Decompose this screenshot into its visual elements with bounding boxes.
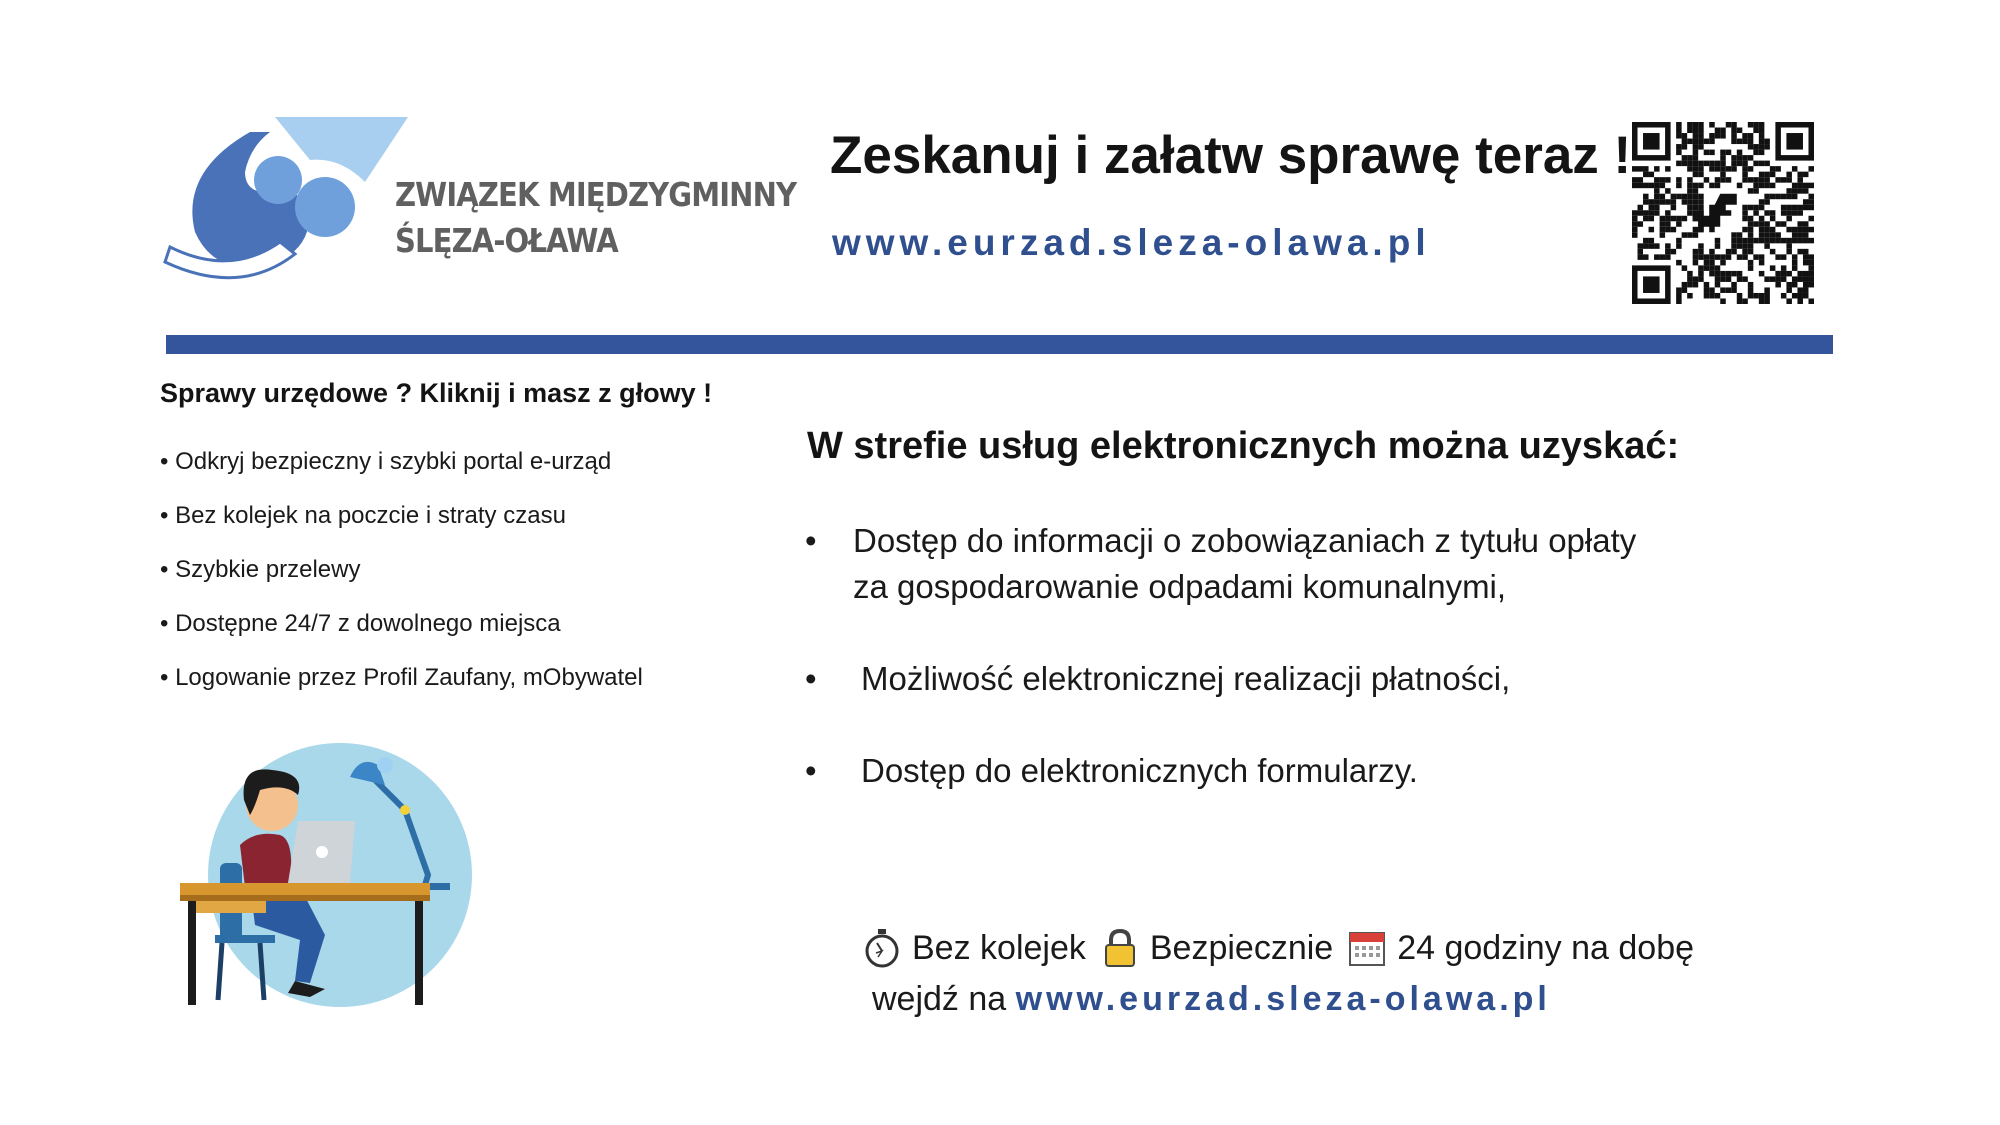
organization-name-line1: ZWIĄZEK MIĘDZYGMINNY: [395, 175, 797, 214]
feature-no-queues: Bez kolejek: [912, 929, 1086, 967]
benefit-text: Dostęp do elektronicznych formularzy.: [861, 752, 1418, 789]
feature-list: [160, 435, 643, 705]
qr-code[interactable]: [1632, 122, 1814, 304]
footer-cta: [872, 976, 1551, 1022]
organization-name-line2: ŚLĘZA-OŁAWA: [395, 221, 618, 260]
list-item: • Bez kolejek na poczcie i straty czasu: [160, 502, 566, 529]
lock-icon: [1100, 928, 1140, 968]
footer-cta-prefix: wejdź na: [872, 980, 1007, 1018]
logo-circle-1: [254, 156, 302, 204]
list-item: • Dostępne 24/7 z dowolnego miejsca: [160, 610, 561, 637]
header-url-link[interactable]: www.eurzad.sleza-olawa.pl: [832, 222, 1431, 263]
benefit-text: Możliwość elektronicznej realizacji płatności,: [861, 660, 1511, 697]
headline: Zeskanuj i załatw sprawę teraz !: [830, 126, 1632, 185]
bullet-icon: •: [805, 660, 817, 697]
feature-secure: Bezpiecznie: [1149, 929, 1334, 967]
main-heading: W strefie usług elektronicznych można uzyskać:: [807, 425, 1680, 467]
left-heading: Sprawy urzędowe ? Kliknij i masz z głowy !: [160, 378, 713, 408]
logo-dark-shape: [192, 132, 310, 267]
organization-name: [395, 172, 796, 264]
footer-features: [862, 925, 1708, 971]
list-item: • Odkryj bezpieczny i szybki portal e-urząd: [160, 448, 612, 475]
bullet-icon: •: [805, 752, 817, 789]
bullet-icon: •: [805, 522, 817, 559]
list-item: • Logowanie przez Profil Zaufany, mObywatel: [160, 664, 643, 691]
person-at-laptop-illustration: [160, 735, 490, 1010]
list-item: • Szybkie przelewy: [160, 556, 361, 583]
benefit-text-line: Dostęp do informacji o zobowiązaniach z tytułu opłaty: [853, 522, 1637, 559]
footer-url-link[interactable]: www.eurzad.sleza-olawa.pl: [1015, 980, 1551, 1018]
calendar-icon: [1347, 928, 1387, 968]
logo-circle-2: [295, 177, 355, 237]
benefit-text-line: za gospodarowanie odpadami komunalnymi,: [853, 568, 1507, 605]
benefit-text: [853, 518, 1636, 610]
stopwatch-icon: [862, 928, 902, 968]
feature-24h: 24 godziny na dobę: [1397, 929, 1695, 967]
header-divider: [166, 335, 1833, 354]
